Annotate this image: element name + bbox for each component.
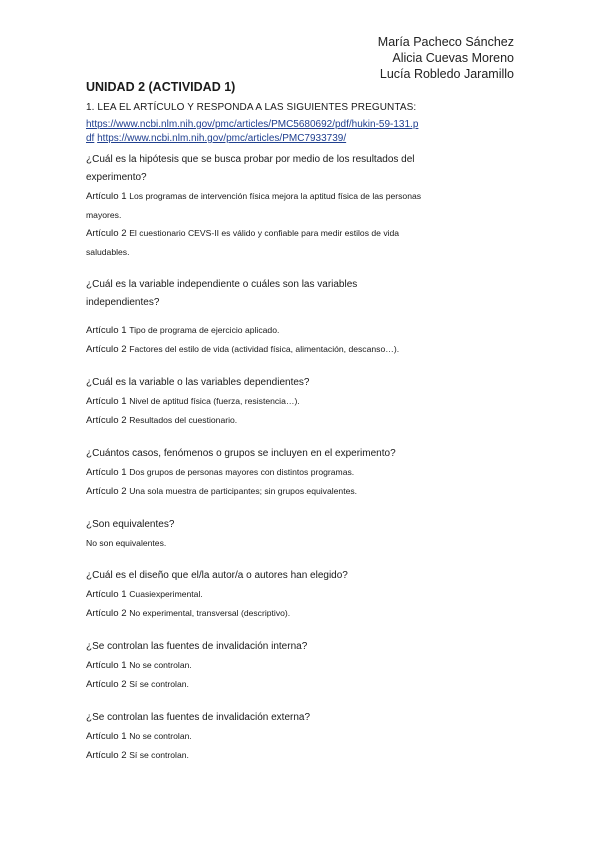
answer-article-2	[86, 224, 526, 243]
answer-text: No experimental, transversal (descriptivo).	[129, 608, 291, 618]
answer-label: Artículo 2	[86, 486, 130, 497]
answer-article-1	[86, 187, 526, 206]
answer-text: Tipo de programa de ejercicio aplicado.	[129, 325, 280, 335]
answer-article-2	[86, 482, 526, 501]
article-1-link-tail[interactable]: df	[86, 133, 95, 144]
article-1-link[interactable]: https://www.ncbi.nlm.nih.gov/pmc/articles/PMC5680692/pdf/hukin-59-131.p	[86, 119, 419, 130]
article-links	[86, 118, 526, 146]
answer-text: El cuestionario CEVS-II es válido y confiable para medir estilos de vida	[129, 228, 400, 238]
answer-text: Sí se controlan.	[129, 679, 189, 689]
question-block	[86, 709, 526, 765]
answer-label: Artículo 2	[86, 679, 130, 690]
author-name: Alicia Cuevas Moreno	[392, 51, 514, 65]
question-text: ¿Cuál es la variable o las variables dependientes?	[86, 377, 310, 388]
answer-article-2	[86, 675, 526, 694]
question-block	[86, 516, 526, 552]
author-name: María Pacheco Sánchez	[377, 35, 514, 49]
answer-article-2	[86, 746, 526, 765]
answer-article-1	[86, 463, 526, 482]
answer-text: No son equivalentes.	[86, 538, 167, 548]
article-2-link-row	[86, 132, 526, 146]
document-body	[86, 80, 526, 765]
answer-text: Resultados del cuestionario.	[129, 415, 238, 425]
answer-article-2	[86, 411, 526, 430]
answer-text: Una sola muestra de participantes; sin grupos equivalentes.	[129, 486, 358, 496]
answer-text: Los programas de intervención física mejora la aptitud física de las personas	[129, 191, 422, 201]
answer-continuation: mayores.	[86, 210, 122, 220]
answer-label: Artículo 1	[86, 467, 130, 478]
answer-article-1	[86, 727, 526, 746]
question-text: ¿Se controlan las fuentes de invalidación interna?	[86, 641, 308, 652]
question-block	[86, 276, 526, 359]
answer-label: Artículo 2	[86, 344, 130, 355]
article-2-link[interactable]: https://www.ncbi.nlm.nih.gov/pmc/articles/PMC7933739/	[97, 133, 347, 144]
answer-label: Artículo 2	[86, 415, 130, 426]
answer-text: Cuasiexperimental.	[129, 589, 203, 599]
instruction-text: 1. LEA EL ARTÍCULO Y RESPONDA A LAS SIGUIENTES PREGUNTAS:	[86, 102, 417, 113]
answer-label: Artículo 2	[86, 750, 130, 761]
question-text: experimento?	[86, 172, 147, 183]
answer-article-1	[86, 392, 526, 411]
question-text: ¿Cuál es la variable independiente o cuáles son las variables	[86, 279, 358, 290]
question-block	[86, 567, 526, 623]
answer-text: No se controlan.	[129, 731, 192, 741]
answer-label: Artículo 2	[86, 608, 130, 619]
answer-label: Artículo 1	[86, 731, 130, 742]
question-block	[86, 445, 526, 501]
answer-continuation: saludables.	[86, 247, 130, 257]
question-text: ¿Cuál es la hipótesis que se busca probar por medio de los resultados del	[86, 154, 415, 165]
answer-text: Dos grupos de personas mayores con distintos programas.	[129, 467, 355, 477]
answer-label: Artículo 1	[86, 589, 130, 600]
answer-label: Artículo 1	[86, 396, 130, 407]
answer-text: Nivel de aptitud física (fuerza, resistencia…).	[129, 396, 300, 406]
question-text: ¿Cuál es el diseño que el/la autor/a o autores han elegido?	[86, 570, 348, 581]
author-list	[378, 34, 514, 82]
answer-article-1	[86, 585, 526, 604]
answer-article-2	[86, 604, 526, 623]
answer-label: Artículo 1	[86, 660, 130, 671]
question-text: ¿Se controlan las fuentes de invalidación externa?	[86, 712, 311, 723]
answer-text: No se controlan.	[129, 660, 192, 670]
question-block	[86, 638, 526, 694]
answer-label: Artículo 1	[86, 325, 130, 336]
answer-label: Artículo 2	[86, 228, 130, 239]
question-text: ¿Son equivalentes?	[86, 519, 175, 530]
answer-label: Artículo 1	[86, 191, 130, 202]
answer-article-1	[86, 321, 526, 340]
question-text: ¿Cuántos casos, fenómenos o grupos se incluyen en el experimento?	[86, 448, 396, 459]
question-block	[86, 151, 526, 261]
author-name: Lucía Robledo Jaramillo	[379, 67, 514, 81]
answer-article-2	[86, 340, 526, 359]
document-title: UNIDAD 2 (ACTIVIDAD 1)	[86, 80, 236, 94]
answer-article-1	[86, 656, 526, 675]
question-block	[86, 374, 526, 430]
answer-text: Sí se controlan.	[129, 750, 189, 760]
answer-text: Factores del estilo de vida (actividad física, alimentación, descanso…).	[129, 344, 400, 354]
question-text: independientes?	[86, 297, 160, 308]
